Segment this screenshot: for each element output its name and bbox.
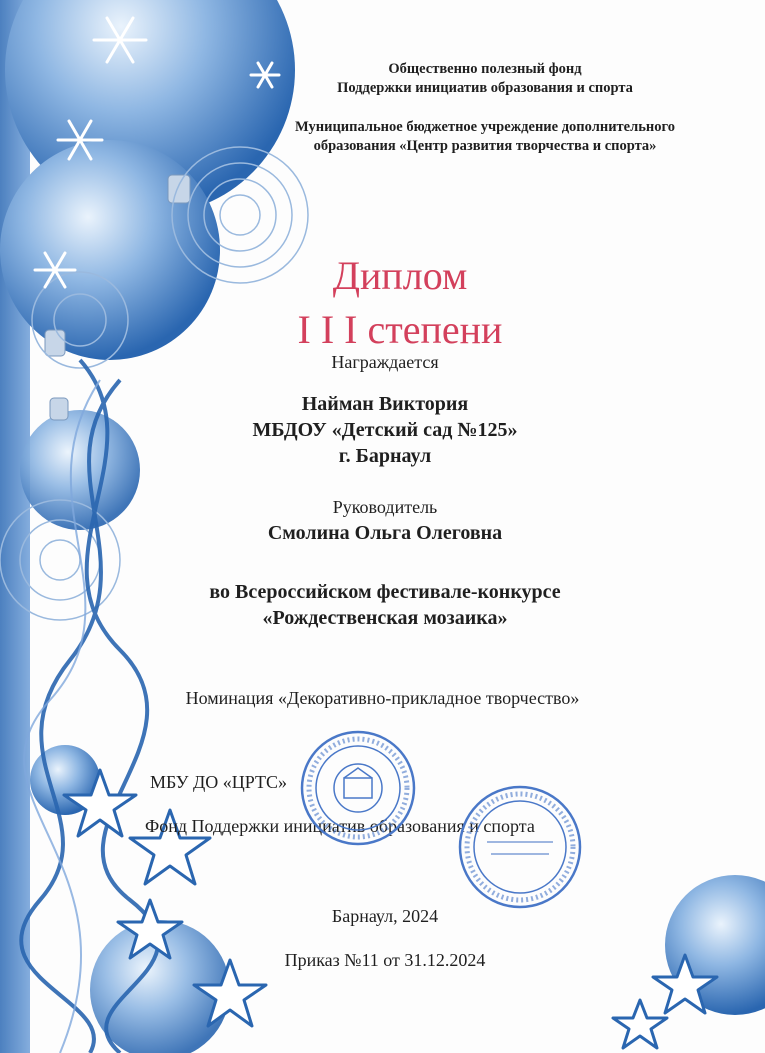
contest-name: «Рождественская мозаика»	[262, 607, 508, 629]
supervisor-label: Руководитель	[332, 497, 438, 517]
recipient-organization: МБДОУ «Детский сад №125»	[252, 419, 518, 441]
supervisor-name: Смолина Ольга Олеговна	[267, 522, 503, 544]
awarded-label: Награждается	[331, 352, 439, 372]
institution-name-line1: Муниципальное бюджетное учреждение дополнительного	[294, 119, 675, 135]
recipient-city: г. Барнаул	[338, 445, 432, 467]
fund-name-line2: Поддержки инициатив образования и спорта	[337, 80, 633, 96]
order-number: Приказ №11 от 31.12.2024	[284, 950, 486, 970]
signature-org1: МБУ ДО «ЦРТС»	[150, 772, 287, 792]
nomination: Номинация «Декоративно-прикладное творчество»	[185, 688, 580, 708]
signature-org2: Фонд Поддержки инициатив образования и спорта	[145, 816, 535, 836]
fund-stamp	[455, 782, 585, 912]
diploma-title: Диплом	[332, 253, 468, 298]
institution-name-line2: образования «Центр развития творчества и спорта»	[313, 138, 657, 154]
fund-name-line1: Общественно полезный фонд	[388, 61, 582, 77]
diploma-degree: I I I степени	[297, 307, 503, 352]
contest-line1: во Всероссийском фестивале-конкурсе	[209, 581, 561, 603]
place-year: Барнаул, 2024	[331, 906, 439, 926]
institution-stamp	[298, 728, 418, 848]
recipient-name: Найман Виктория	[301, 393, 469, 415]
